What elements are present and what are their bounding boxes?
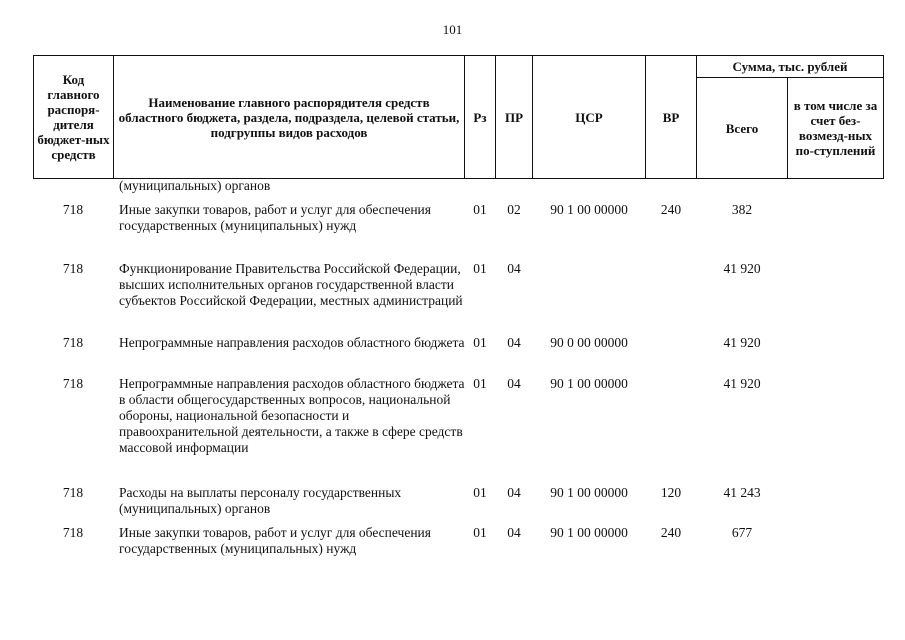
cell-name: Непрограммные направления расходов областного бюджета в области общегосударственных вопросов, национальной обороны, национальной безопасности и правоохранительной деятельности, а также в сфере средств массовой информации [119,376,465,455]
header-code: Код главного распоря-дителя бюджет-ных средств [34,56,114,179]
cell-total: 41 920 [723,376,761,391]
cell-code: 718 [62,525,84,540]
table-header [33,55,883,178]
cell-rz: 01 [473,485,487,500]
cell-vr: 240 [660,525,682,540]
cell-csr: 90 1 00 00000 [550,202,628,217]
cell-rz: 01 [473,376,487,391]
cell-csr: 90 1 00 00000 [550,485,628,500]
cell-code: 718 [62,202,84,217]
cell-name: Непрограммные направления расходов областного бюджета [119,335,465,350]
cell-name: (муниципальных) органов [119,178,271,193]
cell-code: 718 [62,261,84,276]
cell-pr: 04 [507,525,521,540]
cell-vr: 240 [660,202,682,217]
cell-rz: 01 [473,335,487,350]
header-pr: ПР [496,56,533,179]
cell-total: 41 920 [723,335,761,350]
cell-csr: 90 1 00 00000 [550,376,628,391]
cell-pr: 04 [507,335,521,350]
cell-name: Функционирование Правительства Российской Федерации, высших исполнительных органов государственной власти субъектов Российской Федерации, местных администраций [119,261,463,308]
header-free: в том числе за счет без-возмезд-ных по-ступлений [788,78,884,179]
cell-csr: 90 1 00 00000 [550,525,628,540]
cell-csr: 90 0 00 00000 [550,335,628,350]
cell-name: Иные закупки товаров, работ и услуг для обеспечения государственных (муниципальных) нужд [119,202,431,233]
cell-total: 677 [731,525,753,540]
header-csr: ЦСР [533,56,646,179]
cell-pr: 04 [507,376,521,391]
cell-name: Расходы на выплаты персоналу государственных (муниципальных) органов [119,485,402,516]
cell-pr: 02 [507,202,521,217]
cell-code: 718 [62,485,84,500]
header-sum: Сумма, тыс. рублей [697,56,884,78]
cell-code: 718 [62,376,84,391]
cell-vr: 120 [660,485,682,500]
cell-total: 382 [731,202,753,217]
header-vr: ВР [646,56,697,179]
cell-code: 718 [62,335,84,350]
header-name: Наименование главного распорядителя средств областного бюджета, раздела, подраздела, целевой статьи, подгруппы видов расходов [114,56,465,179]
cell-pr: 04 [507,261,521,276]
cell-rz: 01 [473,261,487,276]
header-total: Всего [697,78,788,179]
cell-pr: 04 [507,485,521,500]
header-table [33,55,884,179]
cell-name: Иные закупки товаров, работ и услуг для обеспечения государственных (муниципальных) нужд [119,525,431,556]
page-number: 101 [442,22,463,37]
cell-total: 41 243 [723,485,761,500]
cell-total: 41 920 [723,261,761,276]
header-rz: Рз [465,56,496,179]
cell-rz: 01 [473,202,487,217]
cell-rz: 01 [473,525,487,540]
